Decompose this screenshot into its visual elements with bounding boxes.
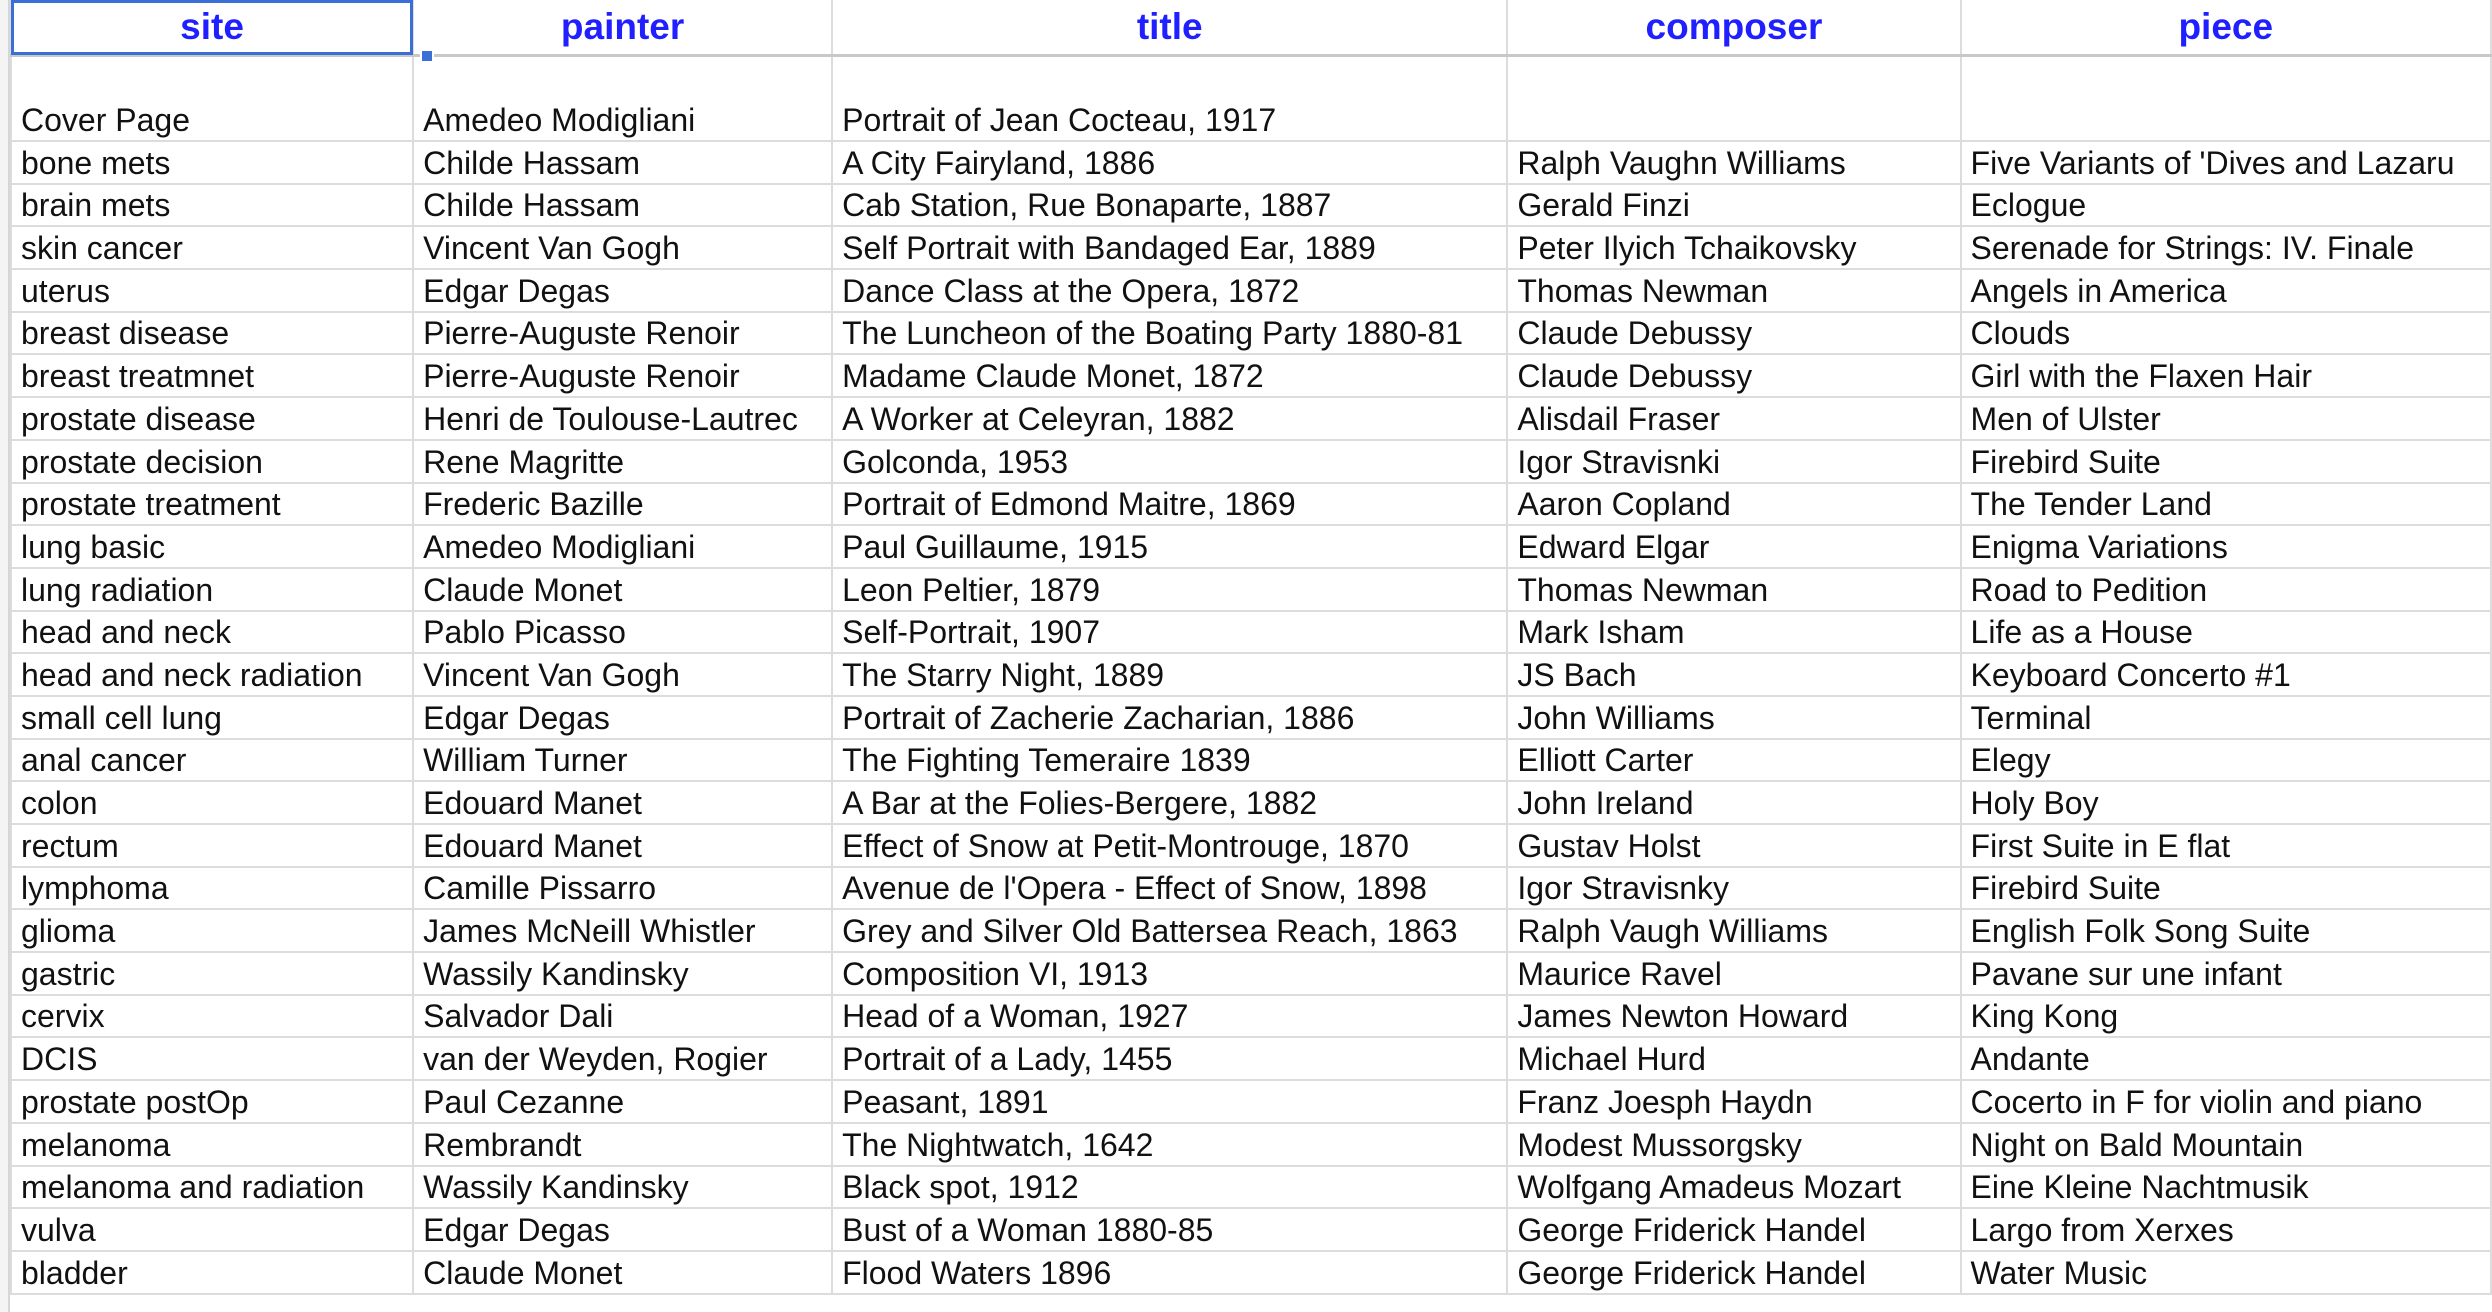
header-cell-site[interactable]: site — [11, 0, 413, 55]
table-row — [11, 995, 2491, 1038]
cell-site[interactable]: gastric — [11, 952, 413, 995]
cell-title[interactable]: The Luncheon of the Boating Party 1880-81 — [832, 312, 1507, 355]
cell-painter[interactable]: Edouard Manet — [413, 824, 832, 867]
cell-title[interactable]: The Fighting Temeraire 1839 — [832, 739, 1507, 782]
table-row — [11, 312, 2491, 355]
cell-painter[interactable]: Wassily Kandinsky — [413, 1166, 832, 1209]
cell-title[interactable]: Portrait of Zacherie Zacharian, 1886 — [832, 696, 1507, 739]
cell-composer[interactable]: Edward Elgar — [1507, 525, 1960, 568]
cell-painter[interactable]: Edgar Degas — [413, 269, 832, 312]
cell-composer[interactable]: Aaron Copland — [1507, 483, 1960, 526]
cell-composer[interactable]: Gustav Holst — [1507, 824, 1960, 867]
cell-title[interactable]: Paul Guillaume, 1915 — [832, 525, 1507, 568]
cell-composer[interactable]: Ralph Vaugh Williams — [1507, 909, 1960, 952]
cell-title[interactable]: Madame Claude Monet, 1872 — [832, 354, 1507, 397]
cell-painter[interactable]: van der Weyden, Rogier — [413, 1037, 832, 1080]
header-row — [11, 0, 2491, 55]
table-row — [11, 226, 2491, 269]
cell-site[interactable]: melanoma and radiation — [11, 1166, 413, 1209]
cell-painter[interactable]: Edouard Manet — [413, 781, 832, 824]
table-row — [11, 1251, 2491, 1294]
cell-painter[interactable]: Edgar Degas — [413, 1208, 832, 1251]
table-row — [11, 952, 2491, 995]
table-row — [11, 141, 2491, 184]
cell-composer[interactable]: John Williams — [1507, 696, 1960, 739]
cell-title[interactable]: A Bar at the Folies-Bergere, 1882 — [832, 781, 1507, 824]
cell-composer[interactable]: George Friderick Handel — [1507, 1208, 1960, 1251]
cell-piece[interactable]: Serenade for Strings: IV. Finale — [1961, 226, 2491, 269]
cell-title[interactable]: A Worker at Celeyran, 1882 — [832, 397, 1507, 440]
cell-painter[interactable]: Wassily Kandinsky — [413, 952, 832, 995]
cell-piece[interactable]: Enigma Variations — [1961, 525, 2491, 568]
data-grid — [10, 0, 2492, 1295]
cell-painter[interactable]: Paul Cezanne — [413, 1080, 832, 1123]
cell-title[interactable]: Peasant, 1891 — [832, 1080, 1507, 1123]
table-row — [11, 739, 2491, 782]
cell-piece[interactable]: Largo from Xerxes — [1961, 1208, 2491, 1251]
cell-composer[interactable]: Thomas Newman — [1507, 269, 1960, 312]
table-row — [11, 909, 2491, 952]
cell-site[interactable]: glioma — [11, 909, 413, 952]
cell-piece[interactable]: Five Variants of 'Dives and Lazaru — [1961, 141, 2491, 184]
cell-title[interactable]: A City Fairyland, 1886 — [832, 141, 1507, 184]
table-row — [11, 867, 2491, 910]
fill-handle[interactable] — [420, 49, 434, 63]
cell-composer[interactable]: Claude Debussy — [1507, 312, 1960, 355]
cell-site[interactable]: bone mets — [11, 141, 413, 184]
cell-title[interactable]: Portrait of Edmond Maitre, 1869 — [832, 483, 1507, 526]
cell-composer[interactable]: Gerald Finzi — [1507, 184, 1960, 227]
cell-title[interactable]: Self Portrait with Bandaged Ear, 1889 — [832, 226, 1507, 269]
cell-site[interactable]: prostate disease — [11, 397, 413, 440]
cell-composer[interactable]: Modest Mussorgsky — [1507, 1123, 1960, 1166]
cell-piece[interactable]: Water Music — [1961, 1251, 2491, 1294]
header-cell-composer[interactable]: composer — [1507, 0, 1960, 55]
table-row — [11, 184, 2491, 227]
cell-piece[interactable]: Holy Boy — [1961, 781, 2491, 824]
cell-painter[interactable]: Claude Monet — [413, 568, 832, 611]
cell-title[interactable]: Golconda, 1953 — [832, 440, 1507, 483]
table-row — [11, 781, 2491, 824]
cell-composer[interactable]: James Newton Howard — [1507, 995, 1960, 1038]
cell-site[interactable]: vulva — [11, 1208, 413, 1251]
cell-piece[interactable]: Pavane sur une infant — [1961, 952, 2491, 995]
header-cell-piece[interactable]: piece — [1961, 0, 2491, 55]
table-row — [11, 397, 2491, 440]
cell-piece[interactable]: Terminal — [1961, 696, 2491, 739]
cell-piece[interactable]: First Suite in E flat — [1961, 824, 2491, 867]
cell-title[interactable]: Avenue de l'Opera - Effect of Snow, 1898 — [832, 867, 1507, 910]
table-row — [11, 1037, 2491, 1080]
table-row — [11, 568, 2491, 611]
cell-composer[interactable]: John Ireland — [1507, 781, 1960, 824]
cell-piece[interactable]: Night on Bald Mountain — [1961, 1123, 2491, 1166]
table-row — [11, 354, 2491, 397]
table-row — [11, 696, 2491, 739]
cell-title[interactable]: The Starry Night, 1889 — [832, 653, 1507, 696]
table-row — [11, 611, 2491, 654]
cell-site[interactable]: head and neck radiation — [11, 653, 413, 696]
cell-composer[interactable]: Ralph Vaughn Williams — [1507, 141, 1960, 184]
cell-composer[interactable]: Thomas Newman — [1507, 568, 1960, 611]
cell-title[interactable]: Flood Waters 1896 — [832, 1251, 1507, 1294]
cell-painter[interactable]: Vincent Van Gogh — [413, 226, 832, 269]
cell-painter[interactable]: Pablo Picasso — [413, 611, 832, 654]
cell-composer[interactable]: Maurice Ravel — [1507, 952, 1960, 995]
cell-painter[interactable]: Amedeo Modigliani — [413, 525, 832, 568]
table-row — [11, 1166, 2491, 1209]
header-cell-title[interactable]: title — [832, 0, 1507, 55]
cell-site[interactable]: anal cancer — [11, 739, 413, 782]
cell-composer[interactable]: Igor Stravisnky — [1507, 867, 1960, 910]
cell-composer[interactable]: Claude Debussy — [1507, 354, 1960, 397]
cell-site[interactable]: small cell lung — [11, 696, 413, 739]
cell-title[interactable]: Leon Peltier, 1879 — [832, 568, 1507, 611]
cell-painter[interactable]: Claude Monet — [413, 1251, 832, 1294]
cell-composer[interactable]: Alisdail Fraser — [1507, 397, 1960, 440]
table-row — [11, 55, 2491, 141]
cell-site[interactable]: colon — [11, 781, 413, 824]
cell-painter[interactable]: Pierre-Auguste Renoir — [413, 354, 832, 397]
cell-title[interactable]: Self-Portrait, 1907 — [832, 611, 1507, 654]
cell-composer[interactable]: Wolfgang Amadeus Mozart — [1507, 1166, 1960, 1209]
cell-piece[interactable]: Life as a House — [1961, 611, 2491, 654]
table-row — [11, 440, 2491, 483]
cell-site[interactable]: breast treatmnet — [11, 354, 413, 397]
cell-painter[interactable]: Rembrandt — [413, 1123, 832, 1166]
cell-piece[interactable]: Eclogue — [1961, 184, 2491, 227]
cell-site[interactable]: bladder — [11, 1251, 413, 1294]
cell-piece[interactable]: Cocerto in F for violin and piano — [1961, 1080, 2491, 1123]
cell-painter[interactable]: Vincent Van Gogh — [413, 653, 832, 696]
cell-piece[interactable]: Andante — [1961, 1037, 2491, 1080]
cell-painter[interactable]: Childe Hassam — [413, 184, 832, 227]
cell-painter[interactable]: James McNeill Whistler — [413, 909, 832, 952]
table-row — [11, 653, 2491, 696]
table-row — [11, 483, 2491, 526]
table-row — [11, 1208, 2491, 1251]
cell-site[interactable]: prostate postOp — [11, 1080, 413, 1123]
cell-composer[interactable]: Igor Stravisnki — [1507, 440, 1960, 483]
cell-composer[interactable]: Michael Hurd — [1507, 1037, 1960, 1080]
cell-composer[interactable]: Mark Isham — [1507, 611, 1960, 654]
cell-title[interactable]: Black spot, 1912 — [832, 1166, 1507, 1209]
cell-site[interactable]: prostate decision — [11, 440, 413, 483]
cell-title[interactable]: Portrait of a Lady, 1455 — [832, 1037, 1507, 1080]
cell-composer[interactable] — [1507, 55, 1960, 141]
cell-painter[interactable]: Childe Hassam — [413, 141, 832, 184]
cell-painter[interactable]: Camille Pissarro — [413, 867, 832, 910]
cell-piece[interactable]: Firebird Suite — [1961, 867, 2491, 910]
cell-site[interactable]: lung radiation — [11, 568, 413, 611]
cell-title[interactable]: Composition VI, 1913 — [832, 952, 1507, 995]
table-row — [11, 824, 2491, 867]
cell-piece[interactable]: Keyboard Concerto #1 — [1961, 653, 2491, 696]
table-row — [11, 525, 2491, 568]
cell-title[interactable]: Effect of Snow at Petit-Montrouge, 1870 — [832, 824, 1507, 867]
cell-title[interactable]: The Nightwatch, 1642 — [832, 1123, 1507, 1166]
cell-piece[interactable]: Eine Kleine Nachtmusik — [1961, 1166, 2491, 1209]
cell-piece[interactable]: English Folk Song Suite — [1961, 909, 2491, 952]
cell-composer[interactable]: Elliott Carter — [1507, 739, 1960, 782]
cell-painter[interactable]: Frederic Bazille — [413, 483, 832, 526]
cell-painter[interactable]: Henri de Toulouse-Lautrec — [413, 397, 832, 440]
cell-composer[interactable]: Peter Ilyich Tchaikovsky — [1507, 226, 1960, 269]
cell-site[interactable]: lung basic — [11, 525, 413, 568]
cell-piece[interactable]: King Kong — [1961, 995, 2491, 1038]
grid-body — [11, 55, 2491, 1294]
cell-site[interactable]: cervix — [11, 995, 413, 1038]
cell-composer[interactable]: Franz Joesph Haydn — [1507, 1080, 1960, 1123]
cell-piece[interactable]: Road to Pedition — [1961, 568, 2491, 611]
cell-piece[interactable]: The Tender Land — [1961, 483, 2491, 526]
cell-painter[interactable]: Rene Magritte — [413, 440, 832, 483]
cell-piece[interactable]: Men of Ulster — [1961, 397, 2491, 440]
table-row — [11, 269, 2491, 312]
cell-painter[interactable]: Pierre-Auguste Renoir — [413, 312, 832, 355]
cell-site[interactable]: brain mets — [11, 184, 413, 227]
cell-title[interactable]: Grey and Silver Old Battersea Reach, 1863 — [832, 909, 1507, 952]
cell-piece[interactable] — [1961, 55, 2491, 141]
cell-title[interactable]: Portrait of Jean Cocteau, 1917 — [832, 55, 1507, 141]
cell-title[interactable]: Cab Station, Rue Bonaparte, 1887 — [832, 184, 1507, 227]
cell-piece[interactable]: Clouds — [1961, 312, 2491, 355]
cell-painter[interactable]: William Turner — [413, 739, 832, 782]
cell-piece[interactable]: Angels in America — [1961, 269, 2491, 312]
cell-composer[interactable]: JS Bach — [1507, 653, 1960, 696]
cell-piece[interactable]: Girl with the Flaxen Hair — [1961, 354, 2491, 397]
cell-site[interactable]: melanoma — [11, 1123, 413, 1166]
row-header-strip[interactable] — [0, 0, 10, 1312]
cell-piece[interactable]: Elegy — [1961, 739, 2491, 782]
cell-site[interactable]: lymphoma — [11, 867, 413, 910]
cell-site[interactable]: breast disease — [11, 312, 413, 355]
cell-site[interactable]: skin cancer — [11, 226, 413, 269]
cell-piece[interactable]: Firebird Suite — [1961, 440, 2491, 483]
cell-site[interactable]: Cover Page — [11, 55, 413, 141]
header-cell-painter[interactable]: painter — [413, 0, 832, 55]
cell-site[interactable]: uterus — [11, 269, 413, 312]
cell-site[interactable]: prostate treatment — [11, 483, 413, 526]
cell-painter[interactable]: Salvador Dali — [413, 995, 832, 1038]
table-row — [11, 1123, 2491, 1166]
cell-title[interactable]: Dance Class at the Opera, 1872 — [832, 269, 1507, 312]
cell-painter[interactable]: Amedeo Modigliani — [413, 55, 832, 141]
cell-title[interactable]: Bust of a Woman 1880-85 — [832, 1208, 1507, 1251]
table-row — [11, 1080, 2491, 1123]
cell-painter[interactable]: Edgar Degas — [413, 696, 832, 739]
cell-title[interactable]: Head of a Woman, 1927 — [832, 995, 1507, 1038]
cell-composer[interactable]: George Friderick Handel — [1507, 1251, 1960, 1294]
cell-site[interactable]: rectum — [11, 824, 413, 867]
cell-site[interactable]: head and neck — [11, 611, 413, 654]
cell-site[interactable]: DCIS — [11, 1037, 413, 1080]
